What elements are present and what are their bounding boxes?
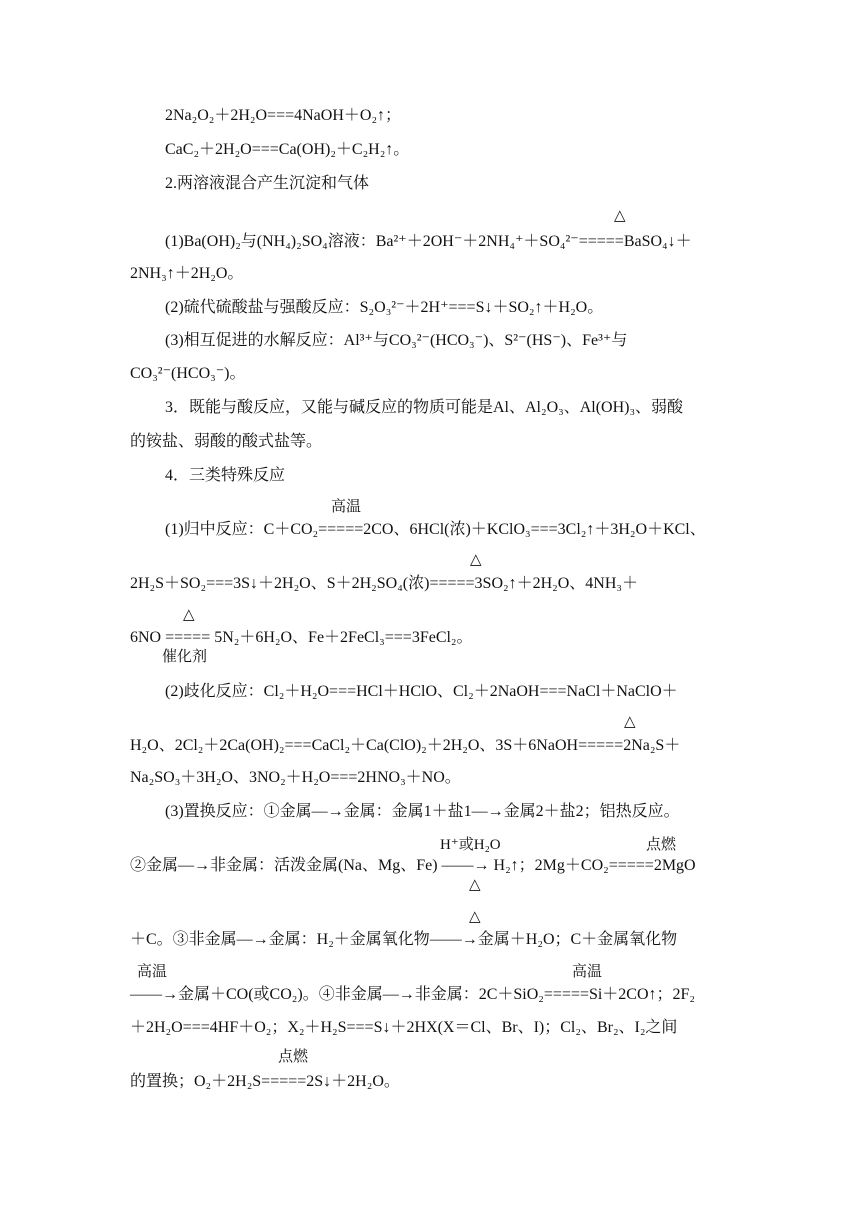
- text-line: 6NO ===== 5N₂＋6H₂O、Fe＋2FeCl₃===3FeCl₂。: [130, 629, 473, 646]
- text-line: ＋2H₂O===4HF＋O₂；X₂＋H₂S===S↓＋2HX(X＝Cl、Br、I)；Cl₂、Br₂、I₂之间: [130, 1019, 678, 1036]
- catalyst-condition: 催化剂: [162, 649, 208, 665]
- heat-condition: △: [469, 877, 481, 893]
- text-line: 2H₂S＋SO₂===3S↓＋2H₂O、S＋2H₂SO₄(浓)=====3SO₂↑＋2H₂O、4NH₃＋: [130, 575, 638, 592]
- text-line: H₂O、2Cl₂＋2Ca(OH)₂===CaCl₂＋Ca(ClO)₂＋2H₂O、3S＋6NaOH=====2Na₂S＋: [130, 737, 681, 754]
- ignite-condition: 点燃: [646, 837, 677, 853]
- text-line: (1)Ba(OH)₂与(NH₄)₂SO₄溶液：Ba²⁺＋2OH⁻＋2NH₄⁺＋SO₄²⁻=====BaSO₄↓＋: [165, 233, 692, 250]
- section-heading: 2.两溶液混合产生沉淀和气体: [165, 175, 370, 192]
- high-temp-condition: 高温: [572, 964, 603, 980]
- text-line: CaC₂＋2H₂O===Ca(OH)₂＋C₂H₂↑。: [165, 141, 410, 158]
- heat-condition: △: [624, 714, 636, 730]
- section-heading: 4．三类特殊反应: [165, 467, 286, 484]
- text-line: (3)置换反应：①金属—→金属：金属1＋盐1—→金属2＋盐2；铝热反应。: [165, 803, 680, 820]
- heat-condition: △: [470, 552, 482, 568]
- text-line: (2)硫代硫酸盐与强酸反应：S₂O₃²⁻＋2H⁺===S↓＋SO₂↑＋H₂O。: [165, 299, 604, 316]
- text-line: 的铵盐、弱酸的酸式盐等。: [130, 433, 323, 450]
- text-line: Na₂SO₃＋3H₂O、3NO₂＋H₂O===2HNO₃＋NO。: [130, 769, 461, 786]
- text-line: ②金属—→非金属：活泼金属(Na、Mg、Fe) ——→ H₂↑；2Mg＋CO₂=====2MgO: [130, 857, 696, 874]
- text-line: (2)歧化反应：Cl₂＋H₂O===HCl＋HClO、Cl₂＋2NaOH===NaCl＋NaClO＋: [165, 683, 678, 700]
- text-line: 2Na₂O₂＋2H₂O===4NaOH＋O₂↑；: [165, 107, 402, 124]
- heat-condition: △: [469, 909, 481, 925]
- text-line: ——→金属＋CO(或CO₂)。④非金属—→非金属：2C＋SiO₂=====Si＋2CO↑；2F₂: [130, 986, 696, 1003]
- text-line: ＋C。③非金属—→金属：H₂＋金属氧化物——→金属＋H₂O；C＋金属氧化物: [130, 931, 678, 948]
- text-line: 3．既能与酸反应，又能与碱反应的物质可能是Al、Al₂O₃、Al(OH)₃、弱酸: [165, 399, 684, 416]
- heat-condition: △: [614, 208, 626, 224]
- text-line: CO₃²⁻(HCO₃⁻)。: [130, 365, 246, 382]
- ignite-condition: 点燃: [278, 1049, 309, 1065]
- acid-or-water-condition: H⁺或H₂O: [440, 837, 501, 853]
- text-line: (1)归中反应：C＋CO₂=====2CO、6HCl(浓)＋KClO₃===3Cl₂↑＋3H₂O＋KCl、: [165, 521, 706, 538]
- text-line: 2NH₃↑＋2H₂O。: [130, 265, 244, 282]
- high-temp-condition: 高温: [331, 499, 362, 515]
- text-line: (3)相互促进的水解反应：Al³⁺与CO₃²⁻(HCO₃⁻)、S²⁻(HS⁻)、Fe³⁺与: [165, 332, 628, 349]
- text-line: 的置换；O₂＋2H₂S=====2S↓＋2H₂O。: [130, 1073, 400, 1090]
- heat-condition: △: [183, 607, 195, 623]
- high-temp-condition: 高温: [137, 964, 168, 980]
